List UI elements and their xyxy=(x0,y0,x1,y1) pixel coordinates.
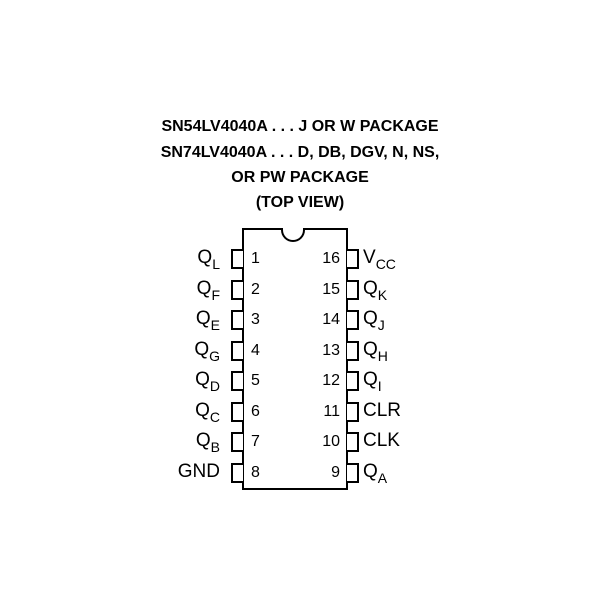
pin-lead-right xyxy=(347,249,359,269)
pin-number: 9 xyxy=(331,464,340,481)
pin-row xyxy=(0,248,600,270)
pin-lead-left xyxy=(231,310,243,330)
pin-number: 4 xyxy=(251,342,260,359)
pin-number: 14 xyxy=(322,311,340,328)
pin-number: 6 xyxy=(251,403,260,420)
pin-label-right: CLR xyxy=(363,400,402,421)
package-title-line-2: SN74LV4040A . . . D, DB, DGV, N, NS, xyxy=(160,144,440,161)
pin-row xyxy=(0,279,600,301)
pin-label-left: GND xyxy=(177,461,220,482)
pin-label-right: $Q_J$ xyxy=(363,308,385,333)
pin-lead-left xyxy=(231,249,243,269)
pin-label-left: $Q_E$ xyxy=(195,308,220,333)
pin-lead-left xyxy=(231,280,243,300)
pin-number: 8 xyxy=(251,464,260,481)
pin-row xyxy=(0,340,600,362)
pin-row xyxy=(0,401,600,423)
pin-number: 11 xyxy=(323,403,340,420)
pin-label-left: $Q_G$ xyxy=(194,339,220,364)
pin-row xyxy=(0,462,600,484)
pin-lead-right xyxy=(347,402,359,422)
pin-number: 13 xyxy=(322,342,340,359)
package-title-line-3: OR PW PACKAGE xyxy=(231,169,369,186)
pin-number: 3 xyxy=(251,311,260,328)
pin-lead-right xyxy=(347,371,359,391)
pin-lead-left xyxy=(231,432,243,452)
pin-lead-right xyxy=(347,280,359,300)
package-title-line-1: SN54LV4040A . . . J OR W PACKAGE xyxy=(161,118,439,135)
pin-lead-right xyxy=(347,310,359,330)
pin-lead-right xyxy=(347,341,359,361)
pin-label-left: $Q_C$ xyxy=(195,400,220,425)
pin-lead-left xyxy=(231,341,243,361)
pin-number: 16 xyxy=(322,250,340,267)
pin-lead-left xyxy=(231,402,243,422)
pin-number: 15 xyxy=(322,281,340,298)
pin-lead-right xyxy=(347,463,359,483)
pin-row xyxy=(0,370,600,392)
pin-number: 5 xyxy=(251,372,260,389)
pin-number: 10 xyxy=(322,433,340,450)
pin-label-left: $Q_F$ xyxy=(196,278,220,303)
pin-label-right: $Q_K$ xyxy=(363,278,388,303)
pin-label-left: $Q_D$ xyxy=(195,369,220,394)
pin-label-left: $Q_B$ xyxy=(195,430,220,455)
pin-row xyxy=(0,431,600,453)
pin-label-right: $V_{CC}$ xyxy=(363,247,396,272)
pin-number: 2 xyxy=(251,281,260,298)
pin-label-right: CLK xyxy=(363,430,400,451)
pin-number: 7 xyxy=(251,433,260,450)
pin-row xyxy=(0,309,600,331)
pin-label-right: $Q_A$ xyxy=(363,461,388,486)
pin-number: 12 xyxy=(322,372,340,389)
pin-number: 1 xyxy=(251,250,260,267)
pin-lead-left xyxy=(231,463,243,483)
pin-label-left: $Q_L$ xyxy=(197,247,220,272)
pin-lead-left xyxy=(231,371,243,391)
pin-lead-right xyxy=(347,432,359,452)
pin-label-right: $Q_I$ xyxy=(363,369,382,394)
view-label: (TOP VIEW) xyxy=(255,194,345,211)
pin-label-right: $Q_H$ xyxy=(363,339,388,364)
